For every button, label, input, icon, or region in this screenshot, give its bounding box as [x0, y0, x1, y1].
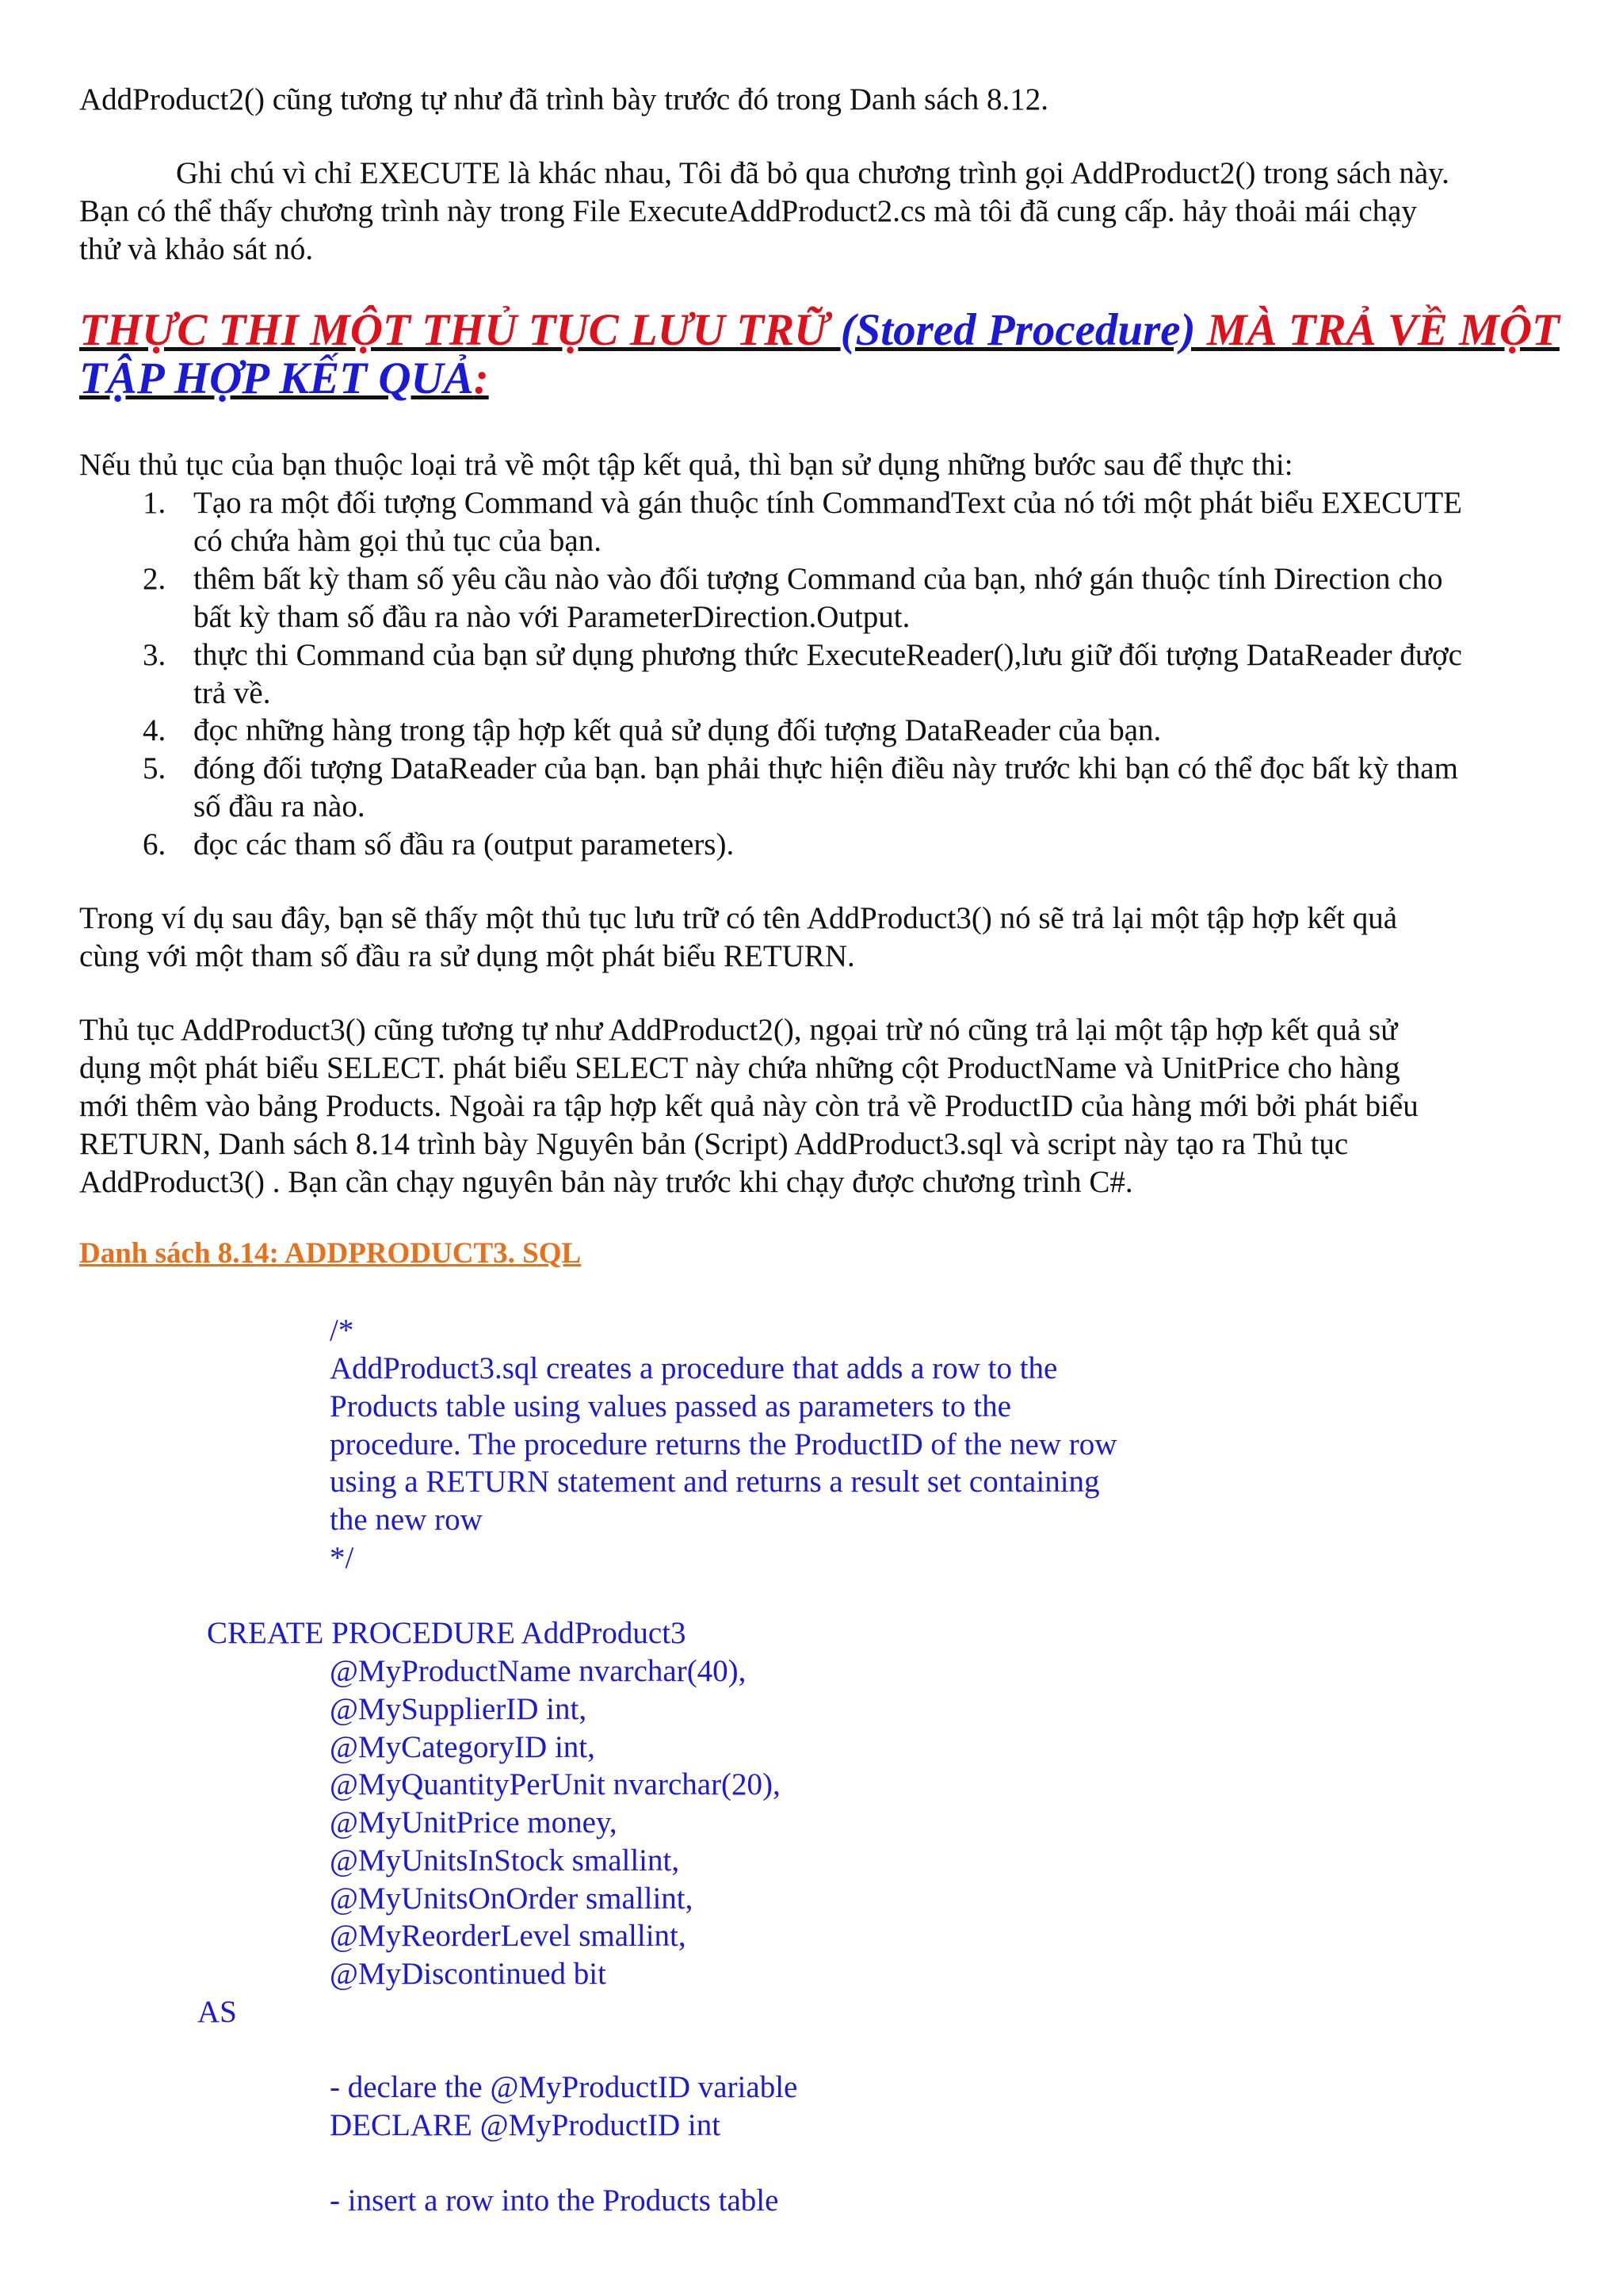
list-item-text: Tạo ra một đối tượng Command và gán thuộc tính CommandText của nó tới một phát biểu EXECUTE — [193, 486, 1462, 520]
paragraph-line: RETURN, Danh sách 8.14 trình bày Nguyên bản (Script) AddProduct3.sql và script này tạo ra Thủ tục — [79, 1127, 1349, 1161]
list-item-number: 3. — [143, 638, 166, 672]
code-line: /* — [330, 1313, 354, 1347]
list-item-text: trả về. — [193, 676, 271, 710]
list-item-text: đóng đối tượng DataReader của bạn. bạn phải thực hiện điều này trước khi bạn có thể đọc bất kỳ tham — [193, 751, 1458, 785]
code-line: @MyUnitsInStock smallint, — [330, 1843, 680, 1878]
paragraph-line: AddProduct3() . Bạn cần chạy nguyên bản này trước khi chạy được chương trình C#. — [79, 1165, 1133, 1199]
list-item-text: đọc các tham số đầu ra (output parameters). — [193, 827, 735, 861]
code-line: AddProduct3.sql creates a procedure that adds a row to the — [330, 1351, 1058, 1385]
section-heading-line-2 — [79, 354, 489, 403]
code-line: Products table using values passed as parameters to the — [330, 1389, 1011, 1423]
list-item-text: số đầu ra nào. — [193, 789, 365, 823]
heading-part: MÀ TRẢ VỀ MỘT — [1195, 305, 1560, 355]
code-line: @MyProductName nvarchar(40), — [330, 1654, 747, 1688]
paragraph-line: cùng với một tham số đầu ra sử dụng một phát biểu RETURN. — [79, 939, 855, 973]
note-line: Bạn có thể thấy chương trình này trong File ExecuteAddProduct2.cs mà tôi đã cung cấp. hảy thoải mái chạy — [79, 194, 1417, 228]
list-item-number: 1. — [143, 486, 166, 520]
heading-part: TẬP HỢP KẾT QUẢ — [79, 353, 474, 403]
paragraph-line: mới thêm vào bảng Products. Ngoài ra tập hợp kết quả này còn trả về ProductID của hàng mới bởi phát biểu — [79, 1089, 1419, 1123]
code-line: */ — [330, 1541, 354, 1575]
code-line: CREATE PROCEDURE AddProduct3 — [207, 1616, 686, 1650]
note-line: thử và khảo sát nó. — [79, 232, 314, 266]
paragraph-line: Trong ví dụ sau đây, bạn sẽ thấy một thủ tục lưu trữ có tên AddProduct3() nó sẽ trả lại một tập hợp kết quả — [79, 901, 1398, 935]
code-line: AS — [197, 1995, 237, 2029]
code-line: procedure. The procedure returns the ProductID of the new row — [330, 1427, 1117, 1461]
code-line: using a RETURN statement and returns a result set containing — [330, 1465, 1100, 1499]
list-item-number: 5. — [143, 751, 166, 785]
list-item-text: đọc những hàng trong tập hợp kết quả sử dụng đối tượng DataReader của bạn. — [193, 713, 1162, 747]
list-item-number: 6. — [143, 827, 166, 861]
code-line: @MySupplierID int, — [330, 1692, 587, 1726]
heading-part: : — [473, 353, 489, 403]
code-line: @MyDiscontinued bit — [330, 1957, 606, 1991]
code-line: @MyUnitPrice money, — [330, 1805, 617, 1839]
list-item-number: 2. — [143, 562, 166, 596]
heading-part: (Stored Procedure) — [840, 305, 1196, 355]
code-line: DECLARE @MyProductID int — [330, 2108, 721, 2142]
list-item-text: bất kỳ tham số đầu ra nào với ParameterDirection.Output. — [193, 600, 911, 634]
heading-part: THỰC THI MỘT THỦ TỤC LƯU TRỮ — [79, 305, 841, 355]
intro-line: AddProduct2() cũng tương tự như đã trình bày trước đó trong Danh sách 8.12. — [79, 82, 1048, 117]
code-line: @MyReorderLevel smallint, — [330, 1919, 686, 1953]
list-item-text: thêm bất kỳ tham số yêu cầu nào vào đối tượng Command của bạn, nhớ gán thuộc tính Direction cho — [193, 562, 1443, 596]
steps-intro: Nếu thủ tục của bạn thuộc loại trả về một tập kết quả, thì bạn sử dụng những bước sau để thực thi: — [79, 448, 1293, 482]
section-heading-line-1 — [79, 306, 1560, 355]
code-line: @MyCategoryID int, — [330, 1730, 595, 1764]
note-line: Ghi chú vì chỉ EXECUTE là khác nhau, Tôi đã bỏ qua chương trình gọi AddProduct2() trong sách này. — [176, 156, 1449, 190]
code-line: @MyQuantityPerUnit nvarchar(20), — [330, 1767, 781, 1801]
paragraph-line: Thủ tục AddProduct3() cũng tương tự như AddProduct2(), ngọai trừ nó cũng trả lại một tập hợp kết quả sử — [79, 1013, 1398, 1047]
list-item-text: thực thi Command của bạn sử dụng phương thức ExecuteReader(),lưu giữ đối tượng DataReader được — [193, 638, 1462, 672]
listing-caption: Danh sách 8.14: ADDPRODUCT3. SQL — [79, 1237, 582, 1270]
code-line: - insert a row into the Products table — [330, 2183, 779, 2218]
code-line: - declare the @MyProductID variable — [330, 2070, 798, 2104]
code-line: @MyUnitsOnOrder smallint, — [330, 1881, 693, 1916]
code-line: the new row — [330, 1503, 483, 1537]
list-item-number: 4. — [143, 713, 166, 747]
list-item-text: có chứa hàm gọi thủ tục của bạn. — [193, 524, 601, 558]
paragraph-line: dụng một phát biểu SELECT. phát biểu SELECT này chứa những cột ProductName và UnitPrice cho hàng — [79, 1051, 1400, 1085]
